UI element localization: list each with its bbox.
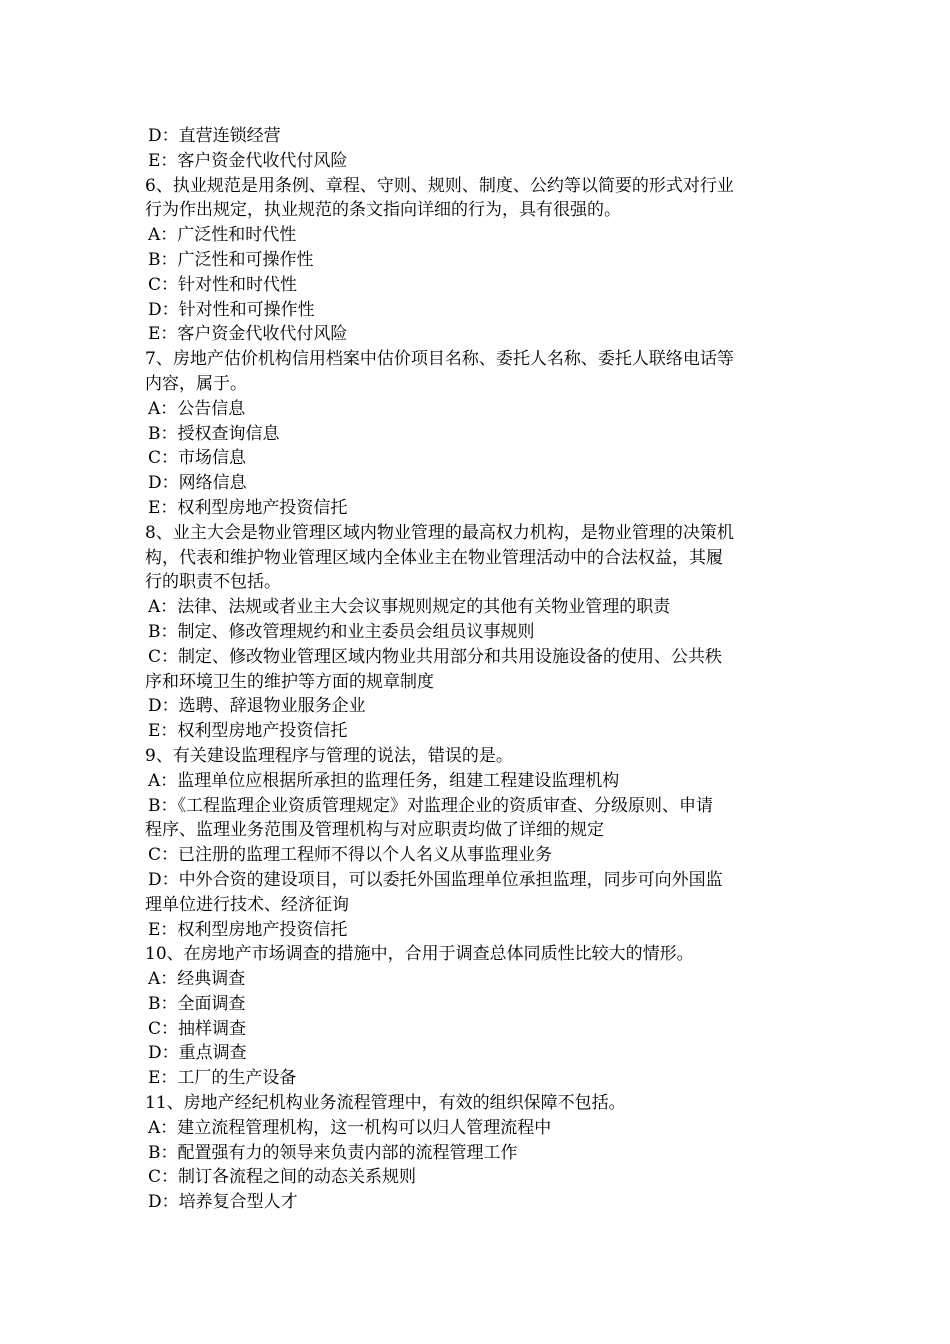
- option-line: A：公告信息: [148, 398, 246, 419]
- option-line: B：配置强有力的领导来负责内部的流程管理工作: [148, 1142, 518, 1163]
- option-line: B：授权查询信息: [148, 423, 280, 444]
- option-line: B：广泛性和可操作性: [148, 249, 314, 270]
- question-line: 11、房地产经纪机构业务流程管理中，有效的组织保障不包括。: [145, 1093, 626, 1114]
- option-line: D：直营连锁经营: [148, 126, 281, 146]
- option-line: C：制订各流程之间的动态关系规则: [148, 1167, 417, 1188]
- option-line: C：已注册的监理工程师不得以个人名义从事监理业务: [148, 845, 553, 866]
- option-line: A：监理单位应根据所承担的监理任务，组建工程建设监理机构: [148, 770, 620, 791]
- option-line: A：广泛性和时代性: [148, 225, 297, 246]
- question-line: 行的职责不包括。: [145, 572, 281, 593]
- option-line: C：制定、修改物业管理区域内物业共用部分和共用设施设备的使用、公共秩: [148, 646, 723, 667]
- question-line: 理单位进行技术、经济征询: [145, 894, 349, 915]
- option-line: D：重点调查: [148, 1043, 247, 1064]
- option-line: D：中外合资的建设项目，可以委托外国监理单位承担监理，同步可向外国监: [148, 869, 723, 890]
- option-line: A：建立流程管理机构，这一机构可以归人管理流程中: [148, 1117, 552, 1138]
- option-line: C：抽样调查: [148, 1018, 247, 1039]
- option-line: E：客户资金代收代付风险: [148, 324, 348, 345]
- option-line: E：权利型房地产投资信托: [148, 497, 348, 518]
- question-line: 9、有关建设监理程序与管理的说法，错误的是。: [145, 745, 513, 766]
- option-line: C：针对性和时代性: [148, 274, 298, 295]
- option-line: D：培养复合型人才: [148, 1192, 298, 1213]
- question-line: 程序、监理业务范围及管理机构与对应职责均做了详细的规定: [145, 820, 604, 841]
- option-line: A：法律、法规或者业主大会议事规则规定的其他有关物业管理的职责: [148, 597, 671, 618]
- question-line: 10、在房地产市场调查的措施中，合用于调查总体同质性比较大的情形。: [145, 944, 694, 965]
- question-line: 序和环境卫生的维护等方面的规章制度: [145, 671, 434, 692]
- option-line: E：权利型房地产投资信托: [148, 721, 348, 742]
- question-line: 6、执业规范是用条例、章程、守则、规则、制度、公约等以简要的形式对行业: [145, 175, 734, 196]
- question-line: 内容，属于。: [145, 373, 247, 394]
- option-line: B：《工程监理企业资质管理规定》对监理企业的资质审查、分级原则、申请: [148, 795, 713, 816]
- question-line: 7、房地产估价机构信用档案中估价项目名称、委托人名称、委托人联络电话等: [145, 349, 734, 370]
- option-line: C：市场信息: [148, 448, 247, 469]
- question-line: 行为作出规定，执业规范的条文指向详细的行为，具有很强的。: [145, 200, 621, 221]
- option-line: B：全面调查: [148, 993, 246, 1014]
- option-line: D：针对性和可操作性: [148, 299, 315, 320]
- option-line: E：工厂的生产设备: [148, 1068, 297, 1089]
- option-line: A：经典调查: [148, 969, 246, 990]
- option-line: B：制定、修改管理规约和业主委员会组员议事规则: [148, 621, 535, 642]
- option-line: D：选聘、辞退物业服务企业: [148, 696, 366, 717]
- option-line: D：网络信息: [148, 473, 247, 494]
- option-line: E：权利型房地产投资信托: [148, 919, 348, 940]
- document-body: [145, 124, 809, 1215]
- question-line: 8、业主大会是物业管理区域内物业管理的最高权力机构，是物业管理的决策机: [145, 522, 734, 543]
- question-line: 构，代表和维护物业管理区域内全体业主在物业管理活动中的合法权益，其履: [145, 547, 723, 568]
- option-line: E：客户资金代收代付风险: [148, 150, 348, 171]
